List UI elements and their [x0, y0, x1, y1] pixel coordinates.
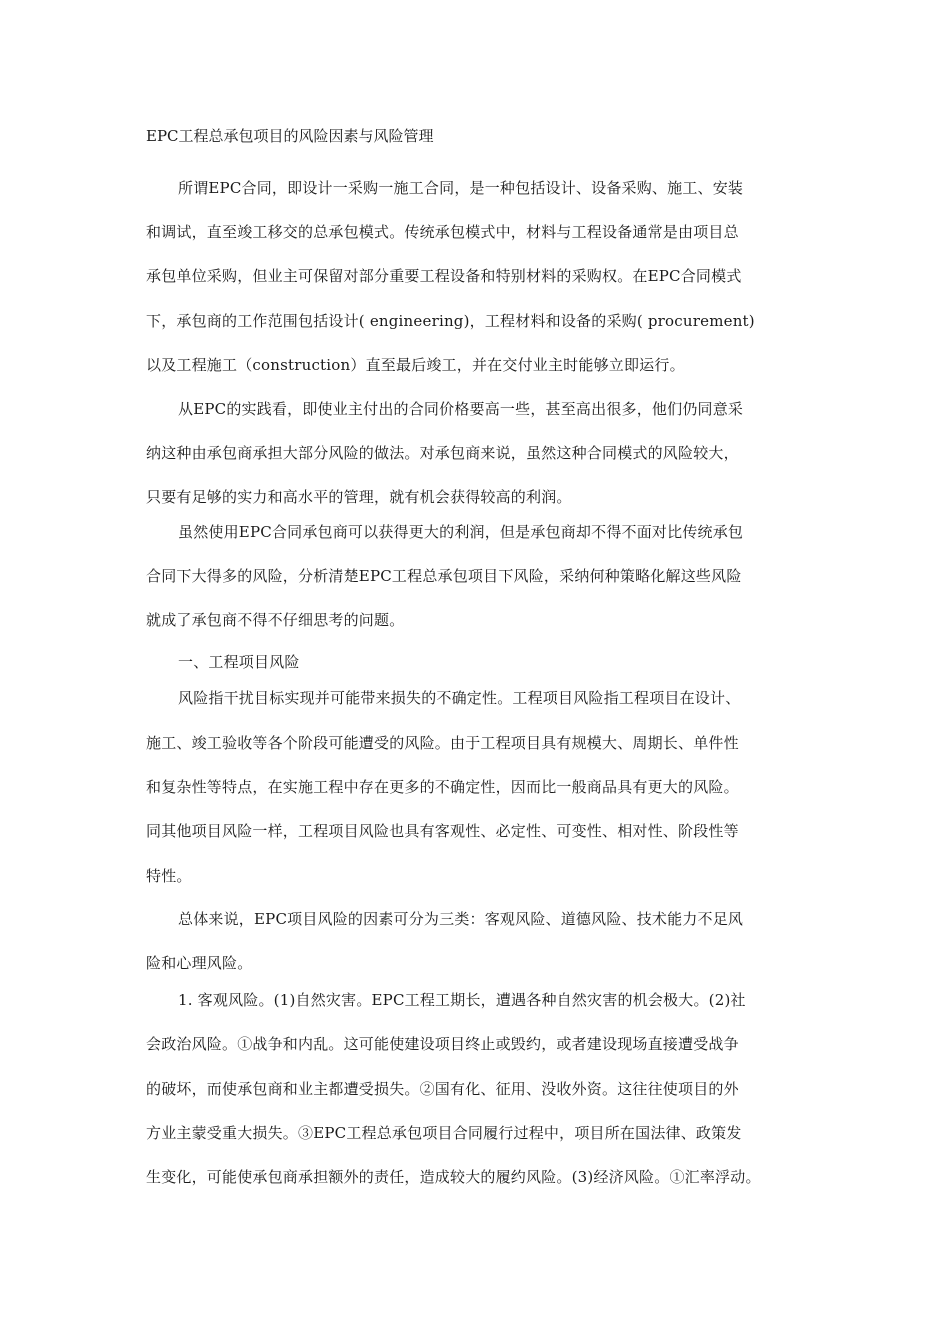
paragraph-line: 只要有足够的实力和高水平的管理，就有机会获得较高的利润。: [146, 488, 572, 506]
paragraph-line: 从EPC的实践看，即使业主付出的合同价格要高一些，甚至高出很多，他们仍同意采: [178, 400, 744, 418]
paragraph-line: 就成了承包商不得不仔细思考的问题。: [146, 611, 405, 629]
paragraph-line: 特性。: [146, 867, 192, 885]
paragraph-line: 虽然使用EPC合同承包商可以获得更大的利润，但是承包商却不得不面对比传统承包: [178, 523, 744, 541]
paragraph-line: 生变化，可能使承包商承担额外的责任，造成较大的履约风险。(3)经济风险。①汇率浮动。: [146, 1168, 761, 1186]
paragraph-line: 以及工程施工（construction）直至最后竣工，并在交付业主时能够立即运行。: [146, 356, 685, 374]
paragraph-line: 险和心理风险。: [146, 954, 253, 972]
paragraph-line: 合同下大得多的风险，分析清楚EPC工程总承包项目下风险，采纳何种策略化解这些风险: [146, 567, 742, 585]
paragraph-line: 施工、竣工验收等各个阶段可能遭受的风险。由于工程项目具有规模大、周期长、单件性: [146, 734, 739, 752]
paragraph-line: 同其他项目风险一样，工程项目风险也具有客观性、必定性、可变性、相对性、阶段性等: [146, 822, 739, 840]
paragraph-line: 和复杂性等特点，在实施工程中存在更多的不确定性，因而比一般商品具有更大的风险。: [146, 778, 739, 796]
paragraph-line: 方业主蒙受重大损失。③EPC工程总承包项目合同履行过程中，项目所在国法律、政策发: [146, 1124, 742, 1142]
paragraph-line: 纳这种由承包商承担大部分风险的做法。对承包商来说，虽然这种合同模式的风险较大，: [146, 444, 739, 462]
paragraph-line: 风险指干扰目标实现并可能带来损失的不确定性。工程项目风险指工程项目在设计、: [178, 689, 741, 707]
paragraph-line: 1. 客观风险。(1)自然灾害。EPC工程工期长，遭遇各种自然灾害的机会极大。(2)社: [178, 991, 746, 1009]
paragraph-line: 承包单位采购，但业主可保留对部分重要工程设备和特别材料的采购权。在EPC合同模式: [146, 267, 742, 285]
paragraph-line: 会政治风险。①战争和内乱。这可能使建设项目终止或毁约，或者建设现场直接遭受战争: [146, 1035, 739, 1053]
section-heading: 一、工程项目风险: [178, 653, 300, 671]
document-title: EPC工程总承包项目的风险因素与风险管理: [146, 127, 434, 145]
paragraph-line: 的破坏，而使承包商和业主都遭受损失。②国有化、征用、没收外资。这往往使项目的外: [146, 1080, 739, 1098]
paragraph-line: 所谓EPC合同，即设计一采购一施工合同，是一种包括设计、设备采购、施工、安装: [178, 179, 744, 197]
paragraph-line: 和调试，直至竣工移交的总承包模式。传统承包模式中，材料与工程设备通常是由项目总: [146, 223, 739, 241]
paragraph-line: 总体来说，EPC项目风险的因素可分为三类：客观风险、道德风险、技术能力不足风: [178, 910, 744, 928]
paragraph-line: 下，承包商的工作范围包括设计( engineering)，工程材料和设备的采购( procurement): [146, 312, 755, 330]
